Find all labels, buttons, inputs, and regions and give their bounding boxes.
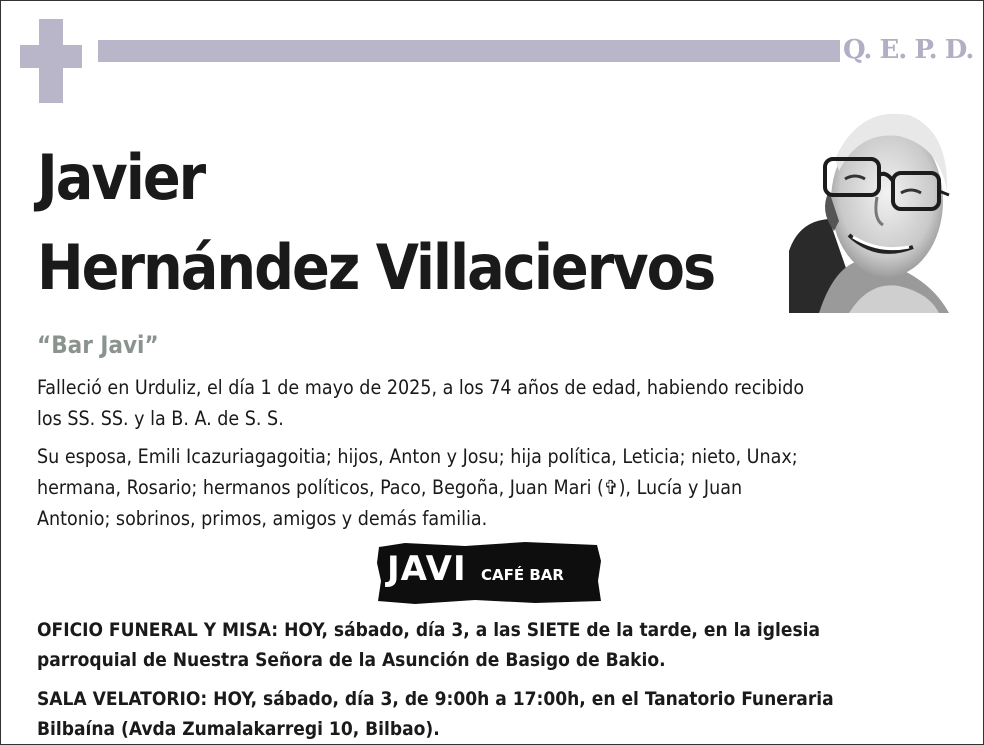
logo-text-sub: CAFÉ BAR	[481, 566, 564, 584]
deceased-name	[37, 133, 714, 313]
family-line: hermana, Rosario; hermanos políticos, Paco, Begoña, Juan Mari (✞), Lucía y Juan	[37, 476, 743, 499]
logo-text-main: JAVI	[387, 549, 467, 589]
cross-icon	[20, 19, 82, 103]
wake-line: SALA VELATORIO: HOY, sábado, día 3, de 9:00h a 17:00h, en el Tanatorio Funeraria	[37, 688, 834, 710]
surnames: Hernández Villaciervos	[37, 231, 715, 304]
announcement-line: los SS. SS. y la B. A. de S. S.	[37, 407, 284, 430]
funeral-line: parroquial de Nuestra Señora de la Asunción de Basigo de Bakio.	[37, 649, 666, 671]
family-paragraph	[37, 441, 937, 534]
family-line: Antonio; sobrinos, primos, amigos y demás familia.	[37, 507, 488, 530]
wake-line: Bilbaína (Avda Zumalakarregi 10, Bilbao).	[37, 718, 440, 740]
qepd-label: Q. E. P. D.	[843, 35, 974, 65]
header-bar	[98, 40, 840, 62]
first-name: Javier	[37, 141, 205, 214]
announcement-line: Falleció en Urduliz, el día 1 de mayo de 2025, a los 74 años de edad, habiendo recibido	[37, 376, 805, 399]
portrait-photo	[789, 101, 953, 313]
death-announcement	[37, 372, 937, 434]
javi-cafe-bar-logo	[375, 541, 602, 605]
funeral-service	[37, 615, 957, 675]
nickname: “Bar Javi”	[37, 331, 159, 359]
wake-info	[37, 684, 957, 744]
funeral-line: OFICIO FUNERAL Y MISA: HOY, sábado, día 3, a las SIETE de la tarde, en la iglesia	[37, 619, 821, 641]
family-line: Su esposa, Emili Icazuriagagoitia; hijos, Anton y Josu; hija política, Leticia; nieto, Unax;	[37, 445, 798, 468]
